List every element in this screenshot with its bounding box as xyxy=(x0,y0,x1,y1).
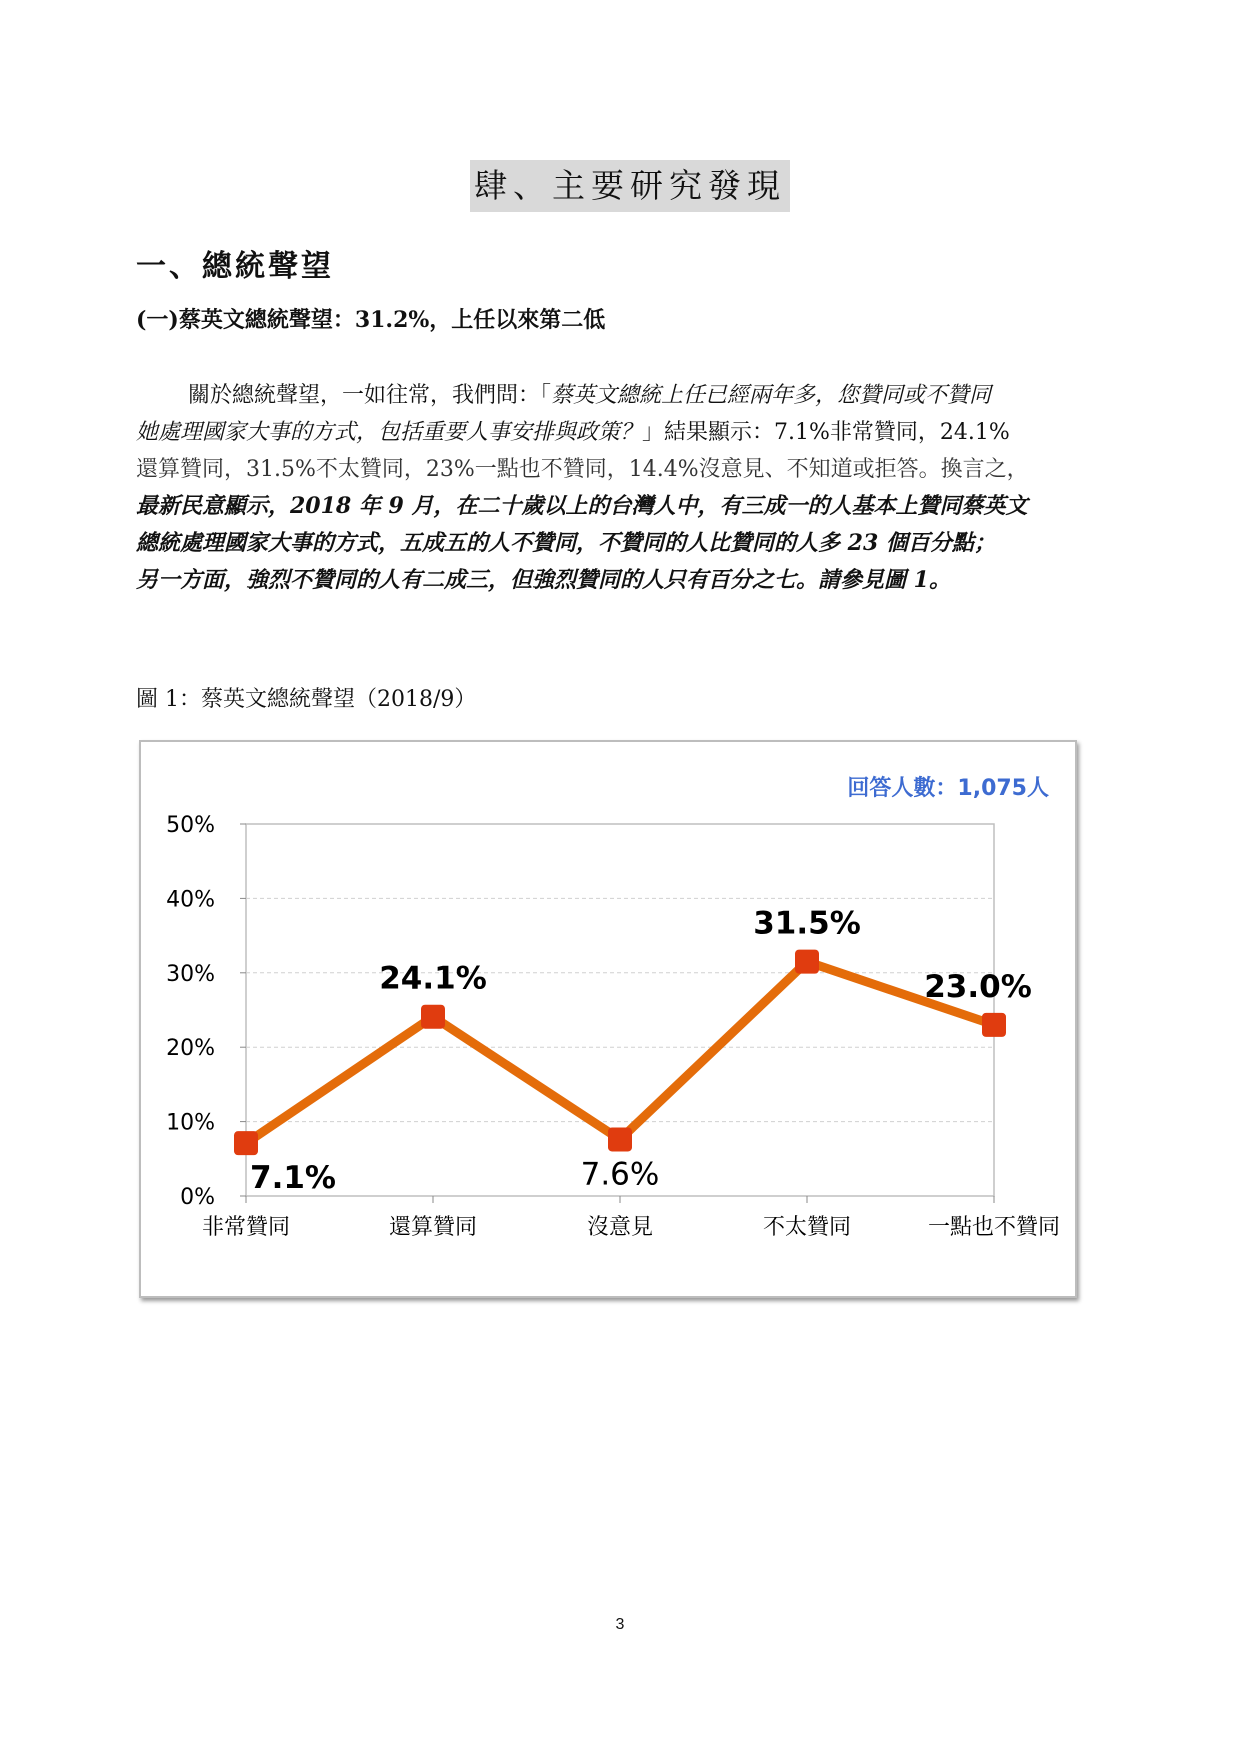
survey-question-part-1: 蔡英文總統上任已經兩年多，您贊同或不贊同 xyxy=(551,383,992,408)
section-title: 一、總統聲望 xyxy=(136,249,334,284)
data-point-marker xyxy=(982,1013,1006,1037)
y-tick-label: 30% xyxy=(166,961,215,987)
data-point-marker xyxy=(795,950,819,974)
paragraph-line-3: 還算贊同，31.5%不太贊同，23%一點也不贊同，14.4%沒意見、不知道或拒答。換言之， xyxy=(136,457,1029,482)
y-tick-label: 20% xyxy=(166,1036,215,1062)
survey-question-part-2: 她處理國家大事的方式，包括重要人事安排與政策？ xyxy=(136,420,643,445)
respondents-note: 回答人數：1,075人 xyxy=(847,776,1049,801)
y-axis-ticks xyxy=(166,813,215,1210)
paragraph-line-6: 另一方面，強烈不贊同的人有二成三，但強烈贊同的人只有百分之七。請參見圖 1。 xyxy=(136,567,951,593)
paragraph-line-1 xyxy=(188,377,1104,414)
x-tick-label: 還算贊同 xyxy=(388,1215,478,1240)
x-tick-label: 一點也不贊同 xyxy=(927,1215,1061,1240)
y-tick-label: 50% xyxy=(166,813,215,838)
x-tick-label: 不太贊同 xyxy=(762,1215,852,1240)
data-label: 7.6% xyxy=(580,1156,660,1193)
data-point-marker xyxy=(421,1005,445,1029)
figure-caption: 圖 1：蔡英文總統聲望（2018/9） xyxy=(136,687,477,712)
paragraph-line-4: 最新民意顯示，2018 年 9 月，在二十歲以上的台灣人中，有三成一的人基本上贊同蔡英文 xyxy=(136,493,1028,519)
subsection-title: (一)蔡英文總統聲望：31.2%，上任以來第二低 xyxy=(136,307,606,333)
paragraph-line-1-prefix: 關於總統聲望，一如往常，我們問：「 xyxy=(188,383,552,408)
data-label: 7.1% xyxy=(250,1160,336,1197)
x-tick-label: 非常贊同 xyxy=(201,1215,291,1240)
paragraph-line-2 xyxy=(136,414,1104,451)
line-chart xyxy=(141,742,1075,1296)
data-label: 31.5% xyxy=(753,905,861,942)
data-label: 24.1% xyxy=(379,960,487,997)
x-tick-label: 沒意見 xyxy=(586,1215,654,1240)
paragraph-line-5: 總統處理國家大事的方式，五成五的人不贊同，不贊同的人比贊同的人多 23 個百分點； xyxy=(136,530,996,556)
data-point-marker xyxy=(608,1127,632,1151)
y-tick-label: 10% xyxy=(166,1110,215,1136)
chart-frame xyxy=(139,740,1077,1298)
x-axis-ticks xyxy=(202,1196,1060,1240)
data-label: 23.0% xyxy=(924,968,1032,1005)
paragraph-line-2-suffix: 」結果顯示：7.1%非常贊同，24.1% xyxy=(642,420,1010,445)
page-heading: 肆、主要研究發現 xyxy=(470,160,790,212)
data-point-marker xyxy=(234,1131,258,1155)
page-number: 3 xyxy=(615,1616,625,1633)
y-tick-label: 0% xyxy=(180,1185,215,1210)
y-tick-label: 40% xyxy=(166,887,215,913)
